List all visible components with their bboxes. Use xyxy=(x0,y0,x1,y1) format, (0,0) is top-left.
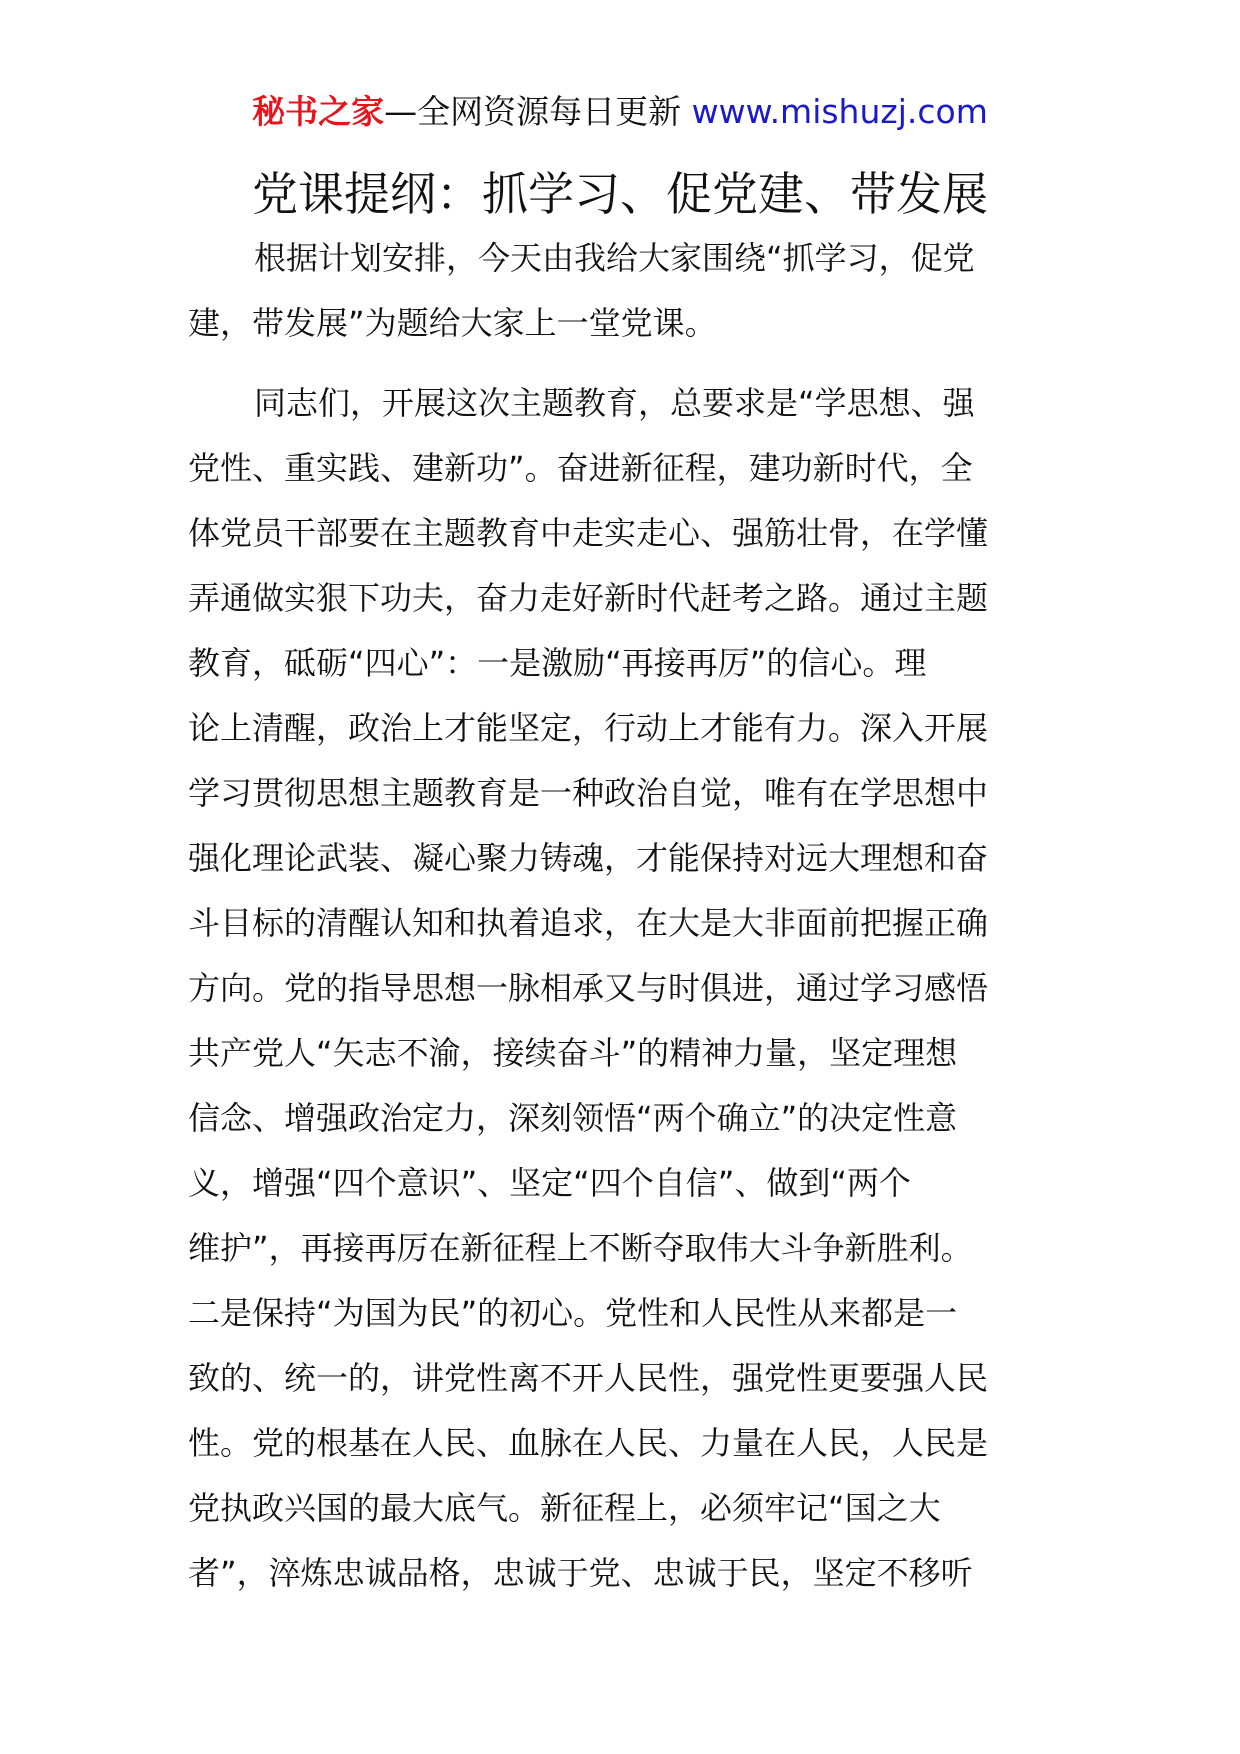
site-header xyxy=(0,88,1240,136)
paragraph-line: 者”，淬炼忠诚品格，忠诚于党、忠诚于民，坚定不移听 xyxy=(188,1554,973,1592)
paragraph-line: 同志们，开展这次主题教育，总要求是“学思想、强 xyxy=(254,384,975,422)
paragraph-line: 强化理论武装、凝心聚力铸魂，才能保持对远大理想和奋 xyxy=(188,839,989,877)
paragraph-line: 弄通做实狠下功夫，奋力走好新时代赶考之路。通过主题 xyxy=(188,579,989,617)
document-title: 党课提纲：抓学习、促党建、带发展 xyxy=(252,167,988,221)
paragraph-line: 致的、统一的，讲党性离不开人民性，强党性更要强人民 xyxy=(188,1359,989,1397)
site-url-link[interactable]: www.mishuzj.com xyxy=(691,92,988,131)
paragraph-line: 根据计划安排，今天由我给大家围绕“抓学习，促党 xyxy=(254,239,975,277)
paragraph-line: 建，带发展”为题给大家上一堂党课。 xyxy=(188,304,717,342)
paragraph-line: 斗目标的清醒认知和执着追求，在大是大非面前把握正确 xyxy=(188,904,989,942)
paragraph-line: 义，增强“四个意识”、坚定“四个自信”、做到“两个 xyxy=(188,1164,911,1202)
site-tagline: —全网资源每日更新 xyxy=(384,92,692,131)
paragraph-line: 教育，砥砺“四心”：一是激励“再接再厉”的信心。理 xyxy=(188,644,927,682)
paragraph-line: 信念、增强政治定力，深刻领悟“两个确立”的决定性意 xyxy=(188,1099,958,1137)
paragraph-line: 学习贯彻思想主题教育是一种政治自觉，唯有在学思想中 xyxy=(188,774,989,812)
paragraph-line: 共产党人“矢志不渝，接续奋斗”的精神力量，坚定理想 xyxy=(188,1034,958,1072)
paragraph-line: 体党员干部要在主题教育中走实走心、强筋壮骨，在学懂 xyxy=(188,514,989,552)
paragraph-line: 方向。党的指导思想一脉相承又与时俱进，通过学习感悟 xyxy=(188,969,989,1007)
paragraph-line: 党性、重实践、建新功”。奋进新征程，建功新时代，全 xyxy=(188,449,973,487)
paragraph-line: 二是保持“为国为民”的初心。党性和人民性从来都是一 xyxy=(188,1294,958,1332)
paragraph-line: 论上清醒，政治上才能坚定，行动上才能有力。深入开展 xyxy=(188,709,989,747)
paragraph-line: 党执政兴国的最大底气。新征程上，必须牢记“国之大 xyxy=(188,1489,941,1527)
paragraph-line: 维护”，再接再厉在新征程上不断夺取伟大斗争新胜利。 xyxy=(188,1229,973,1267)
site-brand: 秘书之家 xyxy=(252,92,385,131)
paragraph-line: 性。党的根基在人民、血脉在人民、力量在人民，人民是 xyxy=(188,1424,989,1462)
document-body xyxy=(188,226,1028,1606)
